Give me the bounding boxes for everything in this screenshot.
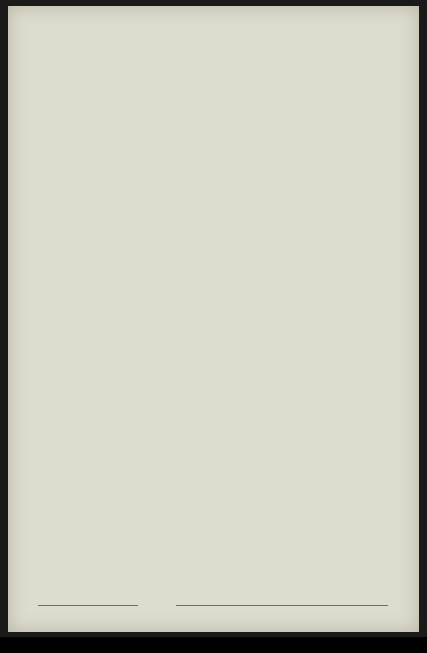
form-sheet xyxy=(8,6,419,632)
caption-bar xyxy=(0,637,427,653)
